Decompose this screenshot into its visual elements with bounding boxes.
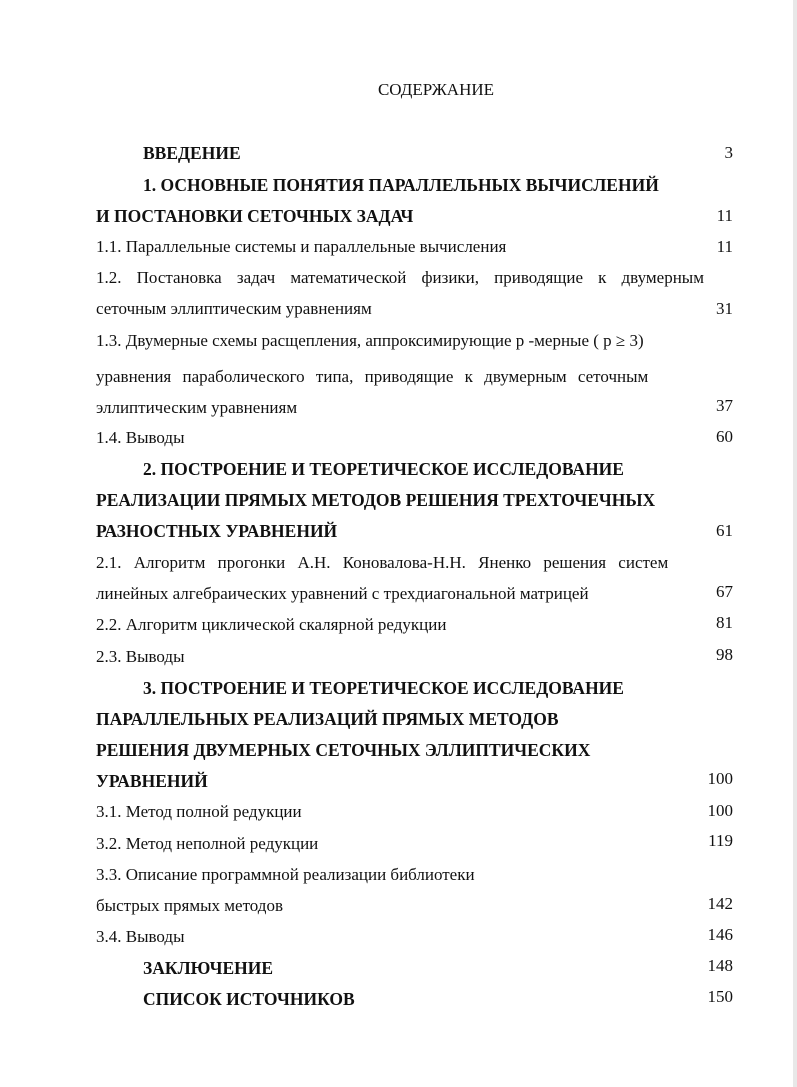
toc-s11-page: 11: [716, 237, 733, 256]
toc-s21-page: 67: [716, 582, 733, 601]
toc-s12-line1: [96, 268, 704, 288]
toc-s23-page: 98: [716, 645, 733, 664]
toc-s12-word: математической: [290, 268, 407, 287]
toc-s12-word: двумерным: [621, 268, 704, 287]
page-title: СОДЕРЖАНИЕ: [377, 80, 495, 99]
toc-s33-page: 142: [707, 894, 733, 913]
toc-intro-label: ВВЕДЕНИЕ: [143, 143, 241, 163]
toc-s23-label: 2.3. Выводы: [96, 647, 185, 666]
toc-s33-line2: быстрых прямых методов: [96, 896, 283, 915]
toc-s13-line1: 1.3. Двумерные схемы расщепления, аппроксимирующие p -мерные ( p ≥ 3): [96, 331, 644, 350]
toc-s32-label: 3.2. Метод неполной редукции: [96, 834, 319, 853]
toc-s13-page: 37: [716, 396, 733, 415]
toc-s12-word: задач: [236, 268, 276, 287]
toc-s12-page: 31: [716, 299, 733, 318]
toc-intro-page: 3: [724, 143, 733, 162]
toc-ch2-line2: РЕАЛИЗАЦИИ ПРЯМЫХ МЕТОДОВ РЕШЕНИЯ ТРЕХТОЧЕЧНЫХ: [96, 490, 656, 510]
toc-s31-page: 100: [707, 801, 733, 820]
toc-ch3-line2: ПАРАЛЛЕЛЬНЫХ РЕАЛИЗАЦИЙ ПРЯМЫХ МЕТОДОВ: [96, 709, 559, 729]
toc-s11-label: 1.1. Параллельные системы и параллельные вычисления: [96, 237, 507, 256]
toc-s12-word: Постановка: [136, 268, 222, 287]
toc-sources-page: 150: [707, 987, 733, 1006]
toc-ch3-line3: РЕШЕНИЯ ДВУМЕРНЫХ СЕТОЧНЫХ ЭЛЛИПТИЧЕСКИХ: [96, 740, 591, 760]
toc-s12-word: 1.2.: [96, 268, 122, 287]
toc-ch3-line1: 3. ПОСТРОЕНИЕ И ТЕОРЕТИЧЕСКОЕ ИССЛЕДОВАНИЕ: [143, 678, 624, 698]
toc-sources-label: СПИСОК ИСТОЧНИКОВ: [143, 989, 355, 1009]
toc-ch2-line3: РАЗНОСТНЫХ УРАВНЕНИЙ: [96, 521, 338, 541]
toc-s12-word: физики,: [421, 268, 480, 287]
toc-ch3-page: 100: [707, 769, 733, 788]
toc-ch1-page: 11: [716, 206, 733, 225]
toc-s22-label: 2.2. Алгоритм циклической скалярной редукции: [96, 615, 447, 634]
toc-ch1-line2: И ПОСТАНОВКИ СЕТОЧНЫХ ЗАДАЧ: [96, 206, 414, 226]
toc-s34-label: 3.4. Выводы: [96, 927, 185, 946]
toc-s22-page: 81: [716, 613, 733, 632]
toc-ch2-page: 61: [716, 521, 733, 540]
toc-conclusion-label: ЗАКЛЮЧЕНИЕ: [143, 958, 274, 978]
toc-s14-page: 60: [716, 427, 733, 446]
toc-ch2-line1: 2. ПОСТРОЕНИЕ И ТЕОРЕТИЧЕСКОЕ ИССЛЕДОВАНИЕ: [143, 459, 624, 479]
toc-s12-word: к: [598, 268, 607, 287]
toc-s21-line1: 2.1. Алгоритм прогонки А.Н. Коновалова-Н.Н. Яненко решения систем: [96, 553, 669, 572]
toc-s32-page: 119: [708, 831, 733, 850]
toc-s12-line2: сеточным эллиптическим уравнениям: [96, 299, 372, 318]
toc-s21-line2: линейных алгебраических уравнений с трехдиагональной матрицей: [96, 584, 589, 603]
toc-ch3-line4: УРАВНЕНИЙ: [96, 771, 208, 791]
toc-s12-word: приводящие: [494, 268, 583, 287]
toc-s13-line2: уравнения параболического типа, приводящие к двумерным сеточным: [96, 367, 649, 386]
scan-edge: [793, 0, 797, 1087]
toc-s14-label: 1.4. Выводы: [96, 428, 185, 447]
toc-s33-line1: 3.3. Описание программной реализации библиотеки: [96, 865, 475, 884]
toc-s31-label: 3.1. Метод полной редукции: [96, 802, 302, 821]
toc-ch1-line1: 1. ОСНОВНЫЕ ПОНЯТИЯ ПАРАЛЛЕЛЬНЫХ ВЫЧИСЛЕНИЙ: [143, 175, 659, 195]
toc-s13-line3: эллиптическим уравнениям: [96, 398, 298, 417]
toc-conclusion-page: 148: [707, 956, 733, 975]
toc-s34-page: 146: [707, 925, 733, 944]
